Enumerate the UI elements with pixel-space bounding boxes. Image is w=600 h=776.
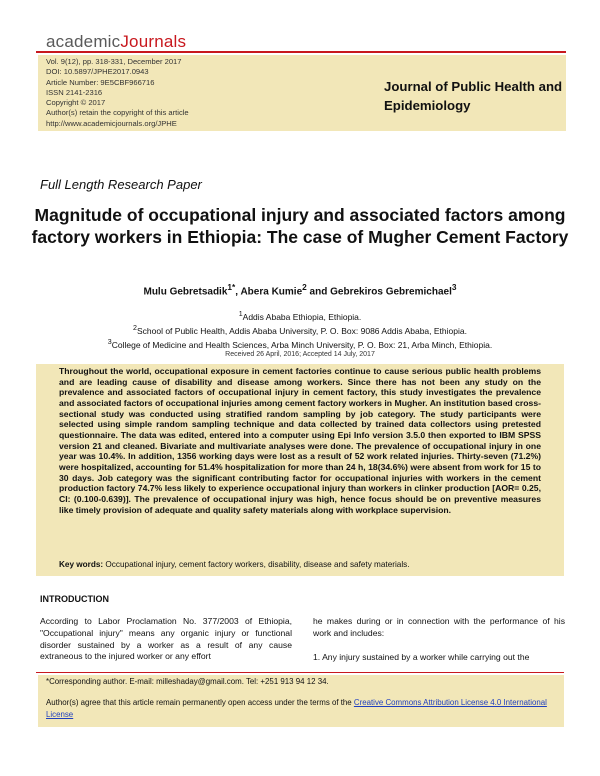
intro-left-column: According to Labor Proclamation No. 377/2003 of Ethiopia, "Occupational injury" means any organic injury or functional disorder sustained by a worker as a result of any cause extraneous to the injured worker or any effort	[40, 616, 292, 662]
author-name: Gebrekiros Gebremichael	[330, 286, 452, 298]
header-rule	[36, 51, 566, 53]
affiliation	[30, 323, 570, 337]
intro-right-column	[313, 616, 565, 663]
author-sep: ,	[235, 286, 241, 298]
affiliation	[30, 337, 570, 351]
corresponding-author-note: *Corresponding author. E-mail: milleshaday@gmail.com. Tel: +251 913 94 12 34.	[46, 677, 329, 686]
author-list	[30, 282, 570, 297]
author-sep: and	[306, 286, 331, 298]
author-name: Mulu Gebretsadik	[143, 286, 228, 298]
logo-part-journals: Journals	[120, 32, 187, 51]
license-link[interactable]: Creative Commons Attribution License 4.0 International License	[46, 698, 547, 719]
author-sup: 1*	[227, 282, 236, 292]
affiliation-sup: 3	[107, 337, 112, 346]
section-heading-introduction: INTRODUCTION	[40, 594, 109, 604]
publisher-logo[interactable]	[46, 32, 186, 52]
affiliations	[30, 309, 570, 350]
author-sup: 2	[302, 282, 307, 292]
meta-copyright: Copyright © 2017	[46, 98, 106, 108]
logo-part-academic: academic	[46, 32, 121, 51]
license-note	[46, 697, 556, 720]
intro-right-paragraph: he makes during or in connection with the performance of his work and includes:	[313, 616, 565, 638]
keywords-text: Occupational injury, cement factory workers, disability, disease and safety materials.	[105, 560, 410, 569]
affiliation-text: College of Medicine and Health Sciences, Arba Minch University, P. O. Box: 21, Arba Minch, Ethiopia.	[111, 339, 493, 350]
meta-issn: ISSN 2141-2316	[46, 87, 103, 97]
article-meta	[46, 57, 189, 129]
meta-url[interactable]: http://www.academicjournals.org/JPHE	[46, 118, 177, 128]
footnote-rule	[36, 672, 564, 673]
paper-type: Full Length Research Paper	[40, 177, 202, 192]
author-name: Abera Kumie	[240, 286, 303, 298]
abstract-text: Throughout the world, occupational exposure in cement factories continue to cause serious public health problems and are leading cause of disability and disease among workers. Since there has not been any study on the prevalence and associated factors of occupational injury in cement factory, this study investigates the prevalence and associated factors of occupational injuries among cement factory workers in Mugher. An institution based cross-sectional study was conducted using stratified random sampling by job category. The study participants were selected using simple random sampling technique and data collected by trained data collectors using pretested questionnaire. The data was edited, entered into a computer using Epi Info version 3.5.0 then exported to IBM SPSS version 21 and cleaned. Bivariate and multivariate analyses were done. The prevalence of occupational injury in one year was 10.4%. In addition, 1356 working days were lost as a result of 52 work related injuries. Thirty-seven (71.2%) were hospitalized, accounting for 51.4% hospitalization for more than 24 h, 18(34.6%) were absent from work for 15 to 30 days. Job category was the significant contributing factor for occupational injuries with workers in the cement production factory 74.7% less likely to experience occupational injury than workers in clinker production [AOR= 0.25, CI: (0.100-0.639)]. The prevalence of occupational injury was high, hence focus should be on preventive measures like timely provision of adequate and quality safety materials along with workplace supervision.	[59, 366, 541, 515]
keywords-label: Key words:	[59, 560, 104, 569]
affiliation-text: Addis Ababa Ethiopia, Ethiopia.	[242, 311, 362, 322]
meta-article-number: Article Number: 9E5CBF966716	[46, 77, 155, 87]
license-text: Author(s) agree that this article remain permanently open access under the terms of the	[46, 698, 354, 707]
affiliation-text: School of Public Health, Addis Ababa University, P. O. Box: 9086 Addis Ababa, Ethiopia.	[136, 325, 467, 336]
paper-title: Magnitude of occupational injury and associated factors among factory workers in Ethiopia: The case of Mugher Cement Factory	[31, 205, 569, 247]
affiliation-sup: 2	[133, 323, 137, 332]
intro-right-list-item: 1. Any injury sustained by a worker while carrying out the	[313, 651, 530, 662]
affiliation-sup: 1	[238, 310, 243, 318]
meta-doi[interactable]: DOI: 10.5897/JPHE2017.0943	[46, 67, 149, 77]
received-dates: Received 26 April, 2016; Accepted 14 July, 2017	[225, 351, 375, 358]
journal-name: Journal of Public Health and Epidemiology	[384, 79, 563, 113]
meta-volume: Vol. 9(12), pp. 318-331, December 2017	[46, 57, 182, 66]
author-sup: 3	[451, 282, 457, 292]
meta-rights: Author(s) retain the copyright of this article	[46, 108, 189, 118]
keywords	[59, 560, 559, 569]
affiliation	[30, 309, 570, 323]
